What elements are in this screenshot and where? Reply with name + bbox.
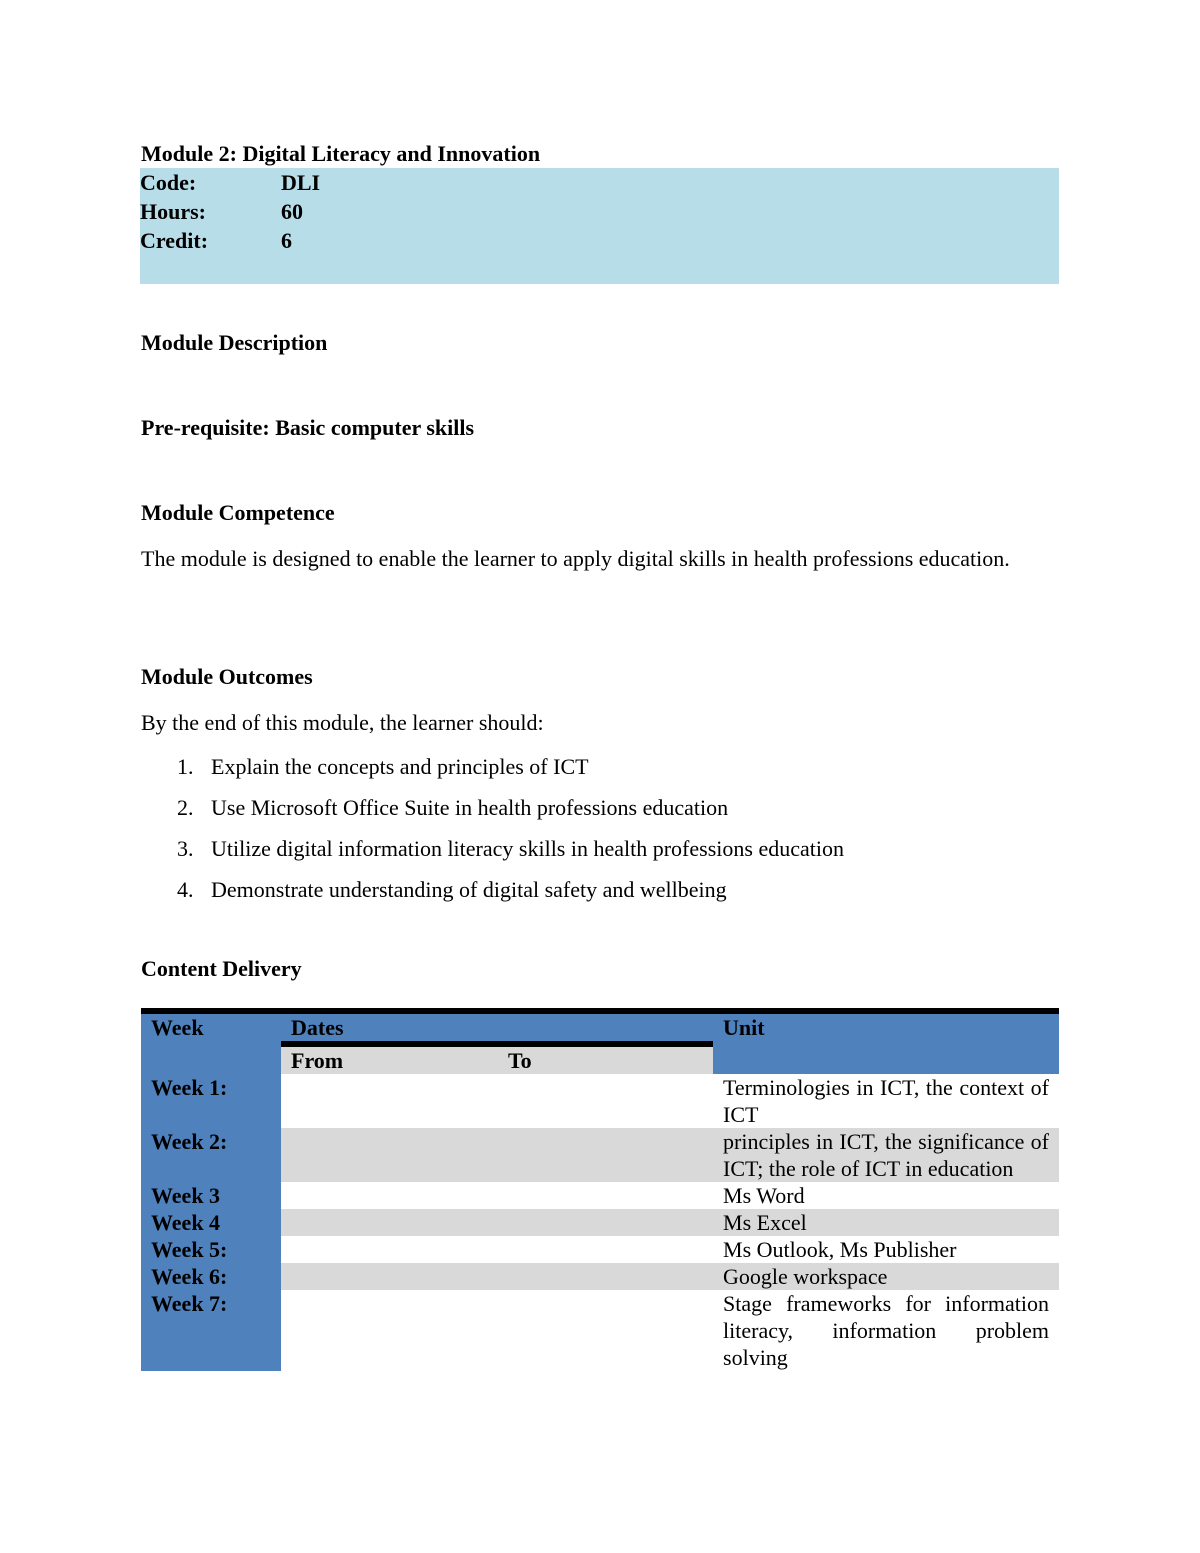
header-to: To (498, 1044, 713, 1074)
content-delivery-table (141, 1008, 1059, 1371)
list-item (141, 795, 1059, 836)
unit-cell: principles in ICT, the significance of ICT; the role of ICT in education (713, 1128, 1059, 1182)
unit-cell: Ms Word (713, 1182, 1059, 1209)
info-label: Hours: (140, 199, 206, 224)
header-week: Week (141, 1011, 281, 1074)
to-cell (498, 1074, 713, 1128)
to-cell (498, 1263, 713, 1290)
list-number: 4. (177, 877, 194, 902)
from-cell (281, 1290, 498, 1371)
from-cell (281, 1209, 498, 1236)
week-cell: Week 3 (141, 1182, 281, 1209)
list-number: 2. (177, 795, 194, 820)
info-value: 60 (281, 199, 303, 224)
info-row-code (140, 168, 1059, 197)
from-cell (281, 1074, 498, 1128)
from-cell (281, 1236, 498, 1263)
module-info-box (140, 168, 1059, 284)
unit-cell: Stage frameworks for information literacy, information problem solving (713, 1290, 1059, 1371)
info-label: Code: (140, 170, 197, 195)
module-title: Module 2: Digital Literacy and Innovation (141, 141, 541, 166)
module-competence-heading: Module Competence (141, 500, 335, 525)
table-row (141, 1128, 1059, 1182)
outcomes-list (141, 754, 1059, 918)
week-cell: Week 6: (141, 1263, 281, 1290)
week-cell: Week 2: (141, 1128, 281, 1182)
table-row (141, 1236, 1059, 1263)
to-cell (498, 1209, 713, 1236)
table-row (141, 1263, 1059, 1290)
table-header-row (141, 1011, 1059, 1044)
list-text: Explain the concepts and principles of ICT (211, 754, 589, 779)
header-from: From (281, 1044, 498, 1074)
week-cell: Week 5: (141, 1236, 281, 1263)
list-item (141, 754, 1059, 795)
module-outcomes-heading: Module Outcomes (141, 664, 313, 689)
info-value: 6 (281, 228, 292, 253)
document-page (140, 140, 1059, 1370)
list-text: Utilize digital information literacy skills in health professions education (211, 836, 844, 861)
list-item (141, 836, 1059, 877)
list-number: 3. (177, 836, 194, 861)
list-text: Demonstrate understanding of digital safety and wellbeing (211, 877, 727, 902)
to-cell (498, 1290, 713, 1371)
content-delivery-heading: Content Delivery (141, 956, 302, 981)
unit-cell: Terminologies in ICT, the context of ICT (713, 1074, 1059, 1128)
to-cell (498, 1236, 713, 1263)
info-value: DLI (281, 170, 321, 195)
info-label: Credit: (140, 228, 209, 253)
unit-cell: Google workspace (713, 1263, 1059, 1290)
list-text: Use Microsoft Office Suite in health professions education (211, 795, 729, 820)
to-cell (498, 1182, 713, 1209)
from-cell (281, 1182, 498, 1209)
info-row-credit (140, 226, 1059, 255)
competence-paragraph: The module is designed to enable the learner to apply digital skills in health professions education. (141, 546, 1010, 571)
header-unit: Unit (713, 1011, 1059, 1074)
week-cell: Week 4 (141, 1209, 281, 1236)
from-cell (281, 1263, 498, 1290)
from-cell (281, 1128, 498, 1182)
to-cell (498, 1128, 713, 1182)
week-cell: Week 1: (141, 1074, 281, 1128)
list-item (141, 877, 1059, 918)
table-row (141, 1209, 1059, 1236)
outcomes-intro: By the end of this module, the learner should: (141, 710, 544, 735)
unit-cell: Ms Excel (713, 1209, 1059, 1236)
prerequisite-heading: Pre-requisite: Basic computer skills (141, 415, 475, 440)
week-cell: Week 7: (141, 1290, 281, 1371)
table-row (141, 1182, 1059, 1209)
module-description-heading: Module Description (141, 330, 328, 355)
table-row (141, 1074, 1059, 1128)
list-number: 1. (177, 754, 194, 779)
table-row (141, 1290, 1059, 1371)
unit-cell: Ms Outlook, Ms Publisher (713, 1236, 1059, 1263)
header-dates: Dates (281, 1011, 713, 1044)
info-row-hours (140, 197, 1059, 226)
